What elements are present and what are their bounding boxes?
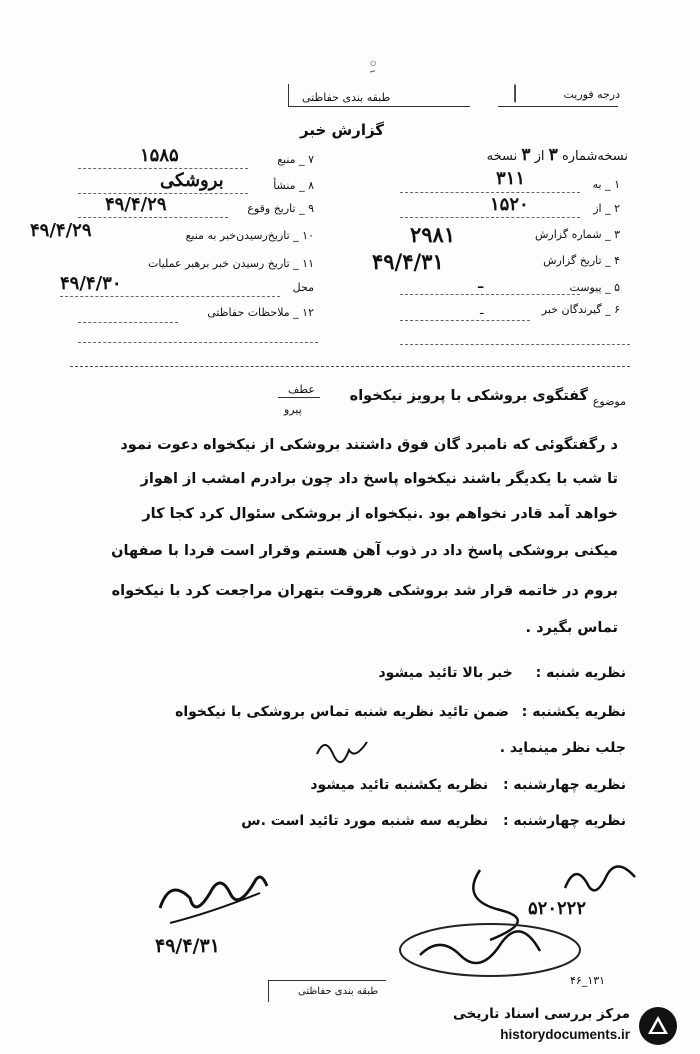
copy-number-line — [487, 145, 628, 165]
atf-line — [278, 397, 320, 398]
field-attachment-line — [400, 294, 580, 295]
body-line-2: تا شب با یکدیگر باشند نیکخواه پاسخ داد چون برادرم امشب از اهواز — [140, 471, 618, 487]
field-to-line — [400, 192, 580, 193]
body-line-5: بروم در خاتمه قرار شد بروشکی هروقت بتهران مراجعت کرد با نیکخواه — [111, 583, 618, 599]
opinion-wednesday-label: نظریه چهارشنبه : — [502, 813, 626, 829]
opinion-wednesday-text: نظریه سه شنبه مورد تائید است .س — [241, 813, 489, 829]
field-from-label: ۲ _ از — [593, 202, 620, 215]
field-to-label: ۱ _ به — [592, 178, 620, 191]
copy-word-label: نسخه — [486, 149, 518, 164]
field-place-label: محل — [292, 281, 314, 294]
field-report-number-label: ۳ _ شماره گزارش — [534, 228, 620, 241]
atf-label: عطف — [288, 383, 315, 396]
body-line-6: تماس بگیرد . — [525, 620, 618, 636]
field-security-notes-line-2 — [78, 342, 318, 343]
footer-form-code: ۴۶_۱۳۱ — [570, 974, 606, 987]
footer-classification-top — [268, 980, 386, 981]
field-ops-receipt-date-label: ۱۱ _ تاریخ رسیدن خبر برهبر عملیات — [148, 257, 314, 270]
field-attachment-value: ـ — [478, 272, 484, 293]
classification-label-top: طبقه بندی حفاظتی — [302, 91, 391, 104]
subject-value: گفتگوی بروشکی با پرویز نیکخواه — [349, 388, 588, 404]
opinion-sunday-label: نظریه یکشنبه : — [521, 704, 626, 720]
field-source-line — [78, 168, 248, 169]
field-security-notes-label: ۱۲ _ ملاحظات حفاظتی — [207, 306, 314, 319]
header-separator — [70, 366, 630, 367]
watermark-url: historydocuments.ir — [500, 1027, 630, 1042]
field-event-date-label: ۹ _ تاریخ وقوع — [247, 202, 314, 215]
field-security-notes-line-1 — [78, 322, 178, 323]
opinion-sunday-text: ضمن تائید نظریه شنبه تماس بروشکی با نیکخواه — [175, 704, 509, 720]
field-recipients-line-2 — [400, 344, 630, 345]
field-source-label: ۷ _ منبع — [277, 153, 314, 166]
field-event-date-line — [78, 217, 228, 218]
footer-handwritten-number: ۵۲۰۲۲۲ — [528, 898, 587, 919]
field-from-line — [400, 217, 580, 218]
body-line-3: خواهد آمد قادر نخواهم بود .نیکخواه از بروشکی سئوال کرد کجا کار — [142, 506, 618, 522]
watermark-logo-icon — [638, 1006, 678, 1046]
field-source-receipt-date-value: ۴۹/۴/۲۹ — [30, 220, 92, 241]
field-source-receipt-date-label: ۱۰ _ تاریخ‌رسیدن‌خبر به منبع — [185, 229, 314, 242]
footer-classification-label: طبقه بندی حفاظتی — [298, 986, 379, 997]
field-source-value: ۱۵۸۵ — [140, 145, 179, 166]
opinion-sunday-continued — [500, 740, 626, 756]
body-line-1: د رگفتگوئی که نامبرد گان فوق داشتند بروشکی از نیکخواه دعوت نمود — [120, 437, 618, 453]
watermark-title: مرکز بررسی اسناد تاریخی — [452, 1006, 630, 1022]
field-to-value: ۳۱۱ — [496, 168, 526, 189]
field-origin-label: ۸ _ منشأ — [273, 179, 314, 192]
field-event-date-value: ۴۹/۴/۲۹ — [105, 194, 167, 215]
signature-initial — [312, 734, 372, 764]
opinion-saturday — [378, 665, 626, 681]
opinion-tuesday — [310, 777, 626, 793]
copy-number-label: نسخه‌شماره — [561, 149, 628, 164]
opinion-sunday — [175, 704, 626, 720]
classification-underline — [288, 106, 470, 107]
field-recipients-line — [400, 320, 530, 321]
page-title: گزارش خبر — [300, 121, 385, 139]
field-from-value: ۱۵۲۰ — [490, 194, 529, 215]
copy-total-value: ۳ — [521, 145, 531, 165]
body-line-4: میکنی بروشکی پاسخ داد در ذوب آهن هستم وقرار است فردا با صفهان — [111, 543, 618, 559]
subject-label: موضوع — [592, 395, 626, 408]
field-recipients-label: ۶ _ گیرندگان خبر — [541, 303, 620, 316]
opinion-sunday-continued-text: جلب نظر مینماید . — [499, 740, 626, 756]
classification-left-bar — [288, 84, 289, 106]
opinion-tuesday-text: نظریه یکشنبه تائید میشود — [310, 777, 489, 793]
footer-classification-left-bar — [268, 980, 269, 1002]
ink-mark: ِ◦ — [368, 54, 379, 75]
opinion-saturday-text: خبر بالا تائید میشود — [378, 665, 513, 681]
copy-number-value: ۳ — [548, 145, 558, 165]
copy-of-label: از — [534, 149, 545, 164]
field-report-date-value: ۴۹/۴/۳۱ — [372, 249, 444, 274]
signature-center — [380, 860, 580, 980]
opinion-tuesday-label: نظریه چهارشنبه : — [502, 777, 626, 793]
field-recipients-value: ـ — [480, 303, 484, 317]
field-place-value: ۴۹/۴/۳۰ — [60, 273, 122, 294]
field-place-line — [60, 296, 280, 297]
footer-handwritten-date: ۴۹/۴/۳۱ — [155, 935, 220, 957]
urgency-label: درجه فوریت — [563, 88, 620, 101]
signature-right — [560, 858, 640, 898]
field-attachment-label: ۵ _ پیوست — [569, 281, 620, 294]
opinion-wednesday — [241, 813, 626, 829]
urgency-mark: | — [512, 82, 519, 103]
urgency-underline — [498, 106, 618, 107]
peyro-label: پیرو — [284, 403, 302, 416]
watermark — [422, 1004, 692, 1048]
field-report-date-label: ۴ _ تاریخ گزارش — [543, 254, 620, 267]
field-report-number-value: ۲۹۸۱ — [410, 222, 456, 247]
opinion-saturday-label: نظریه شنبه : — [535, 665, 626, 681]
field-origin-value: بروشکی — [160, 170, 224, 191]
signature-left — [150, 868, 280, 938]
